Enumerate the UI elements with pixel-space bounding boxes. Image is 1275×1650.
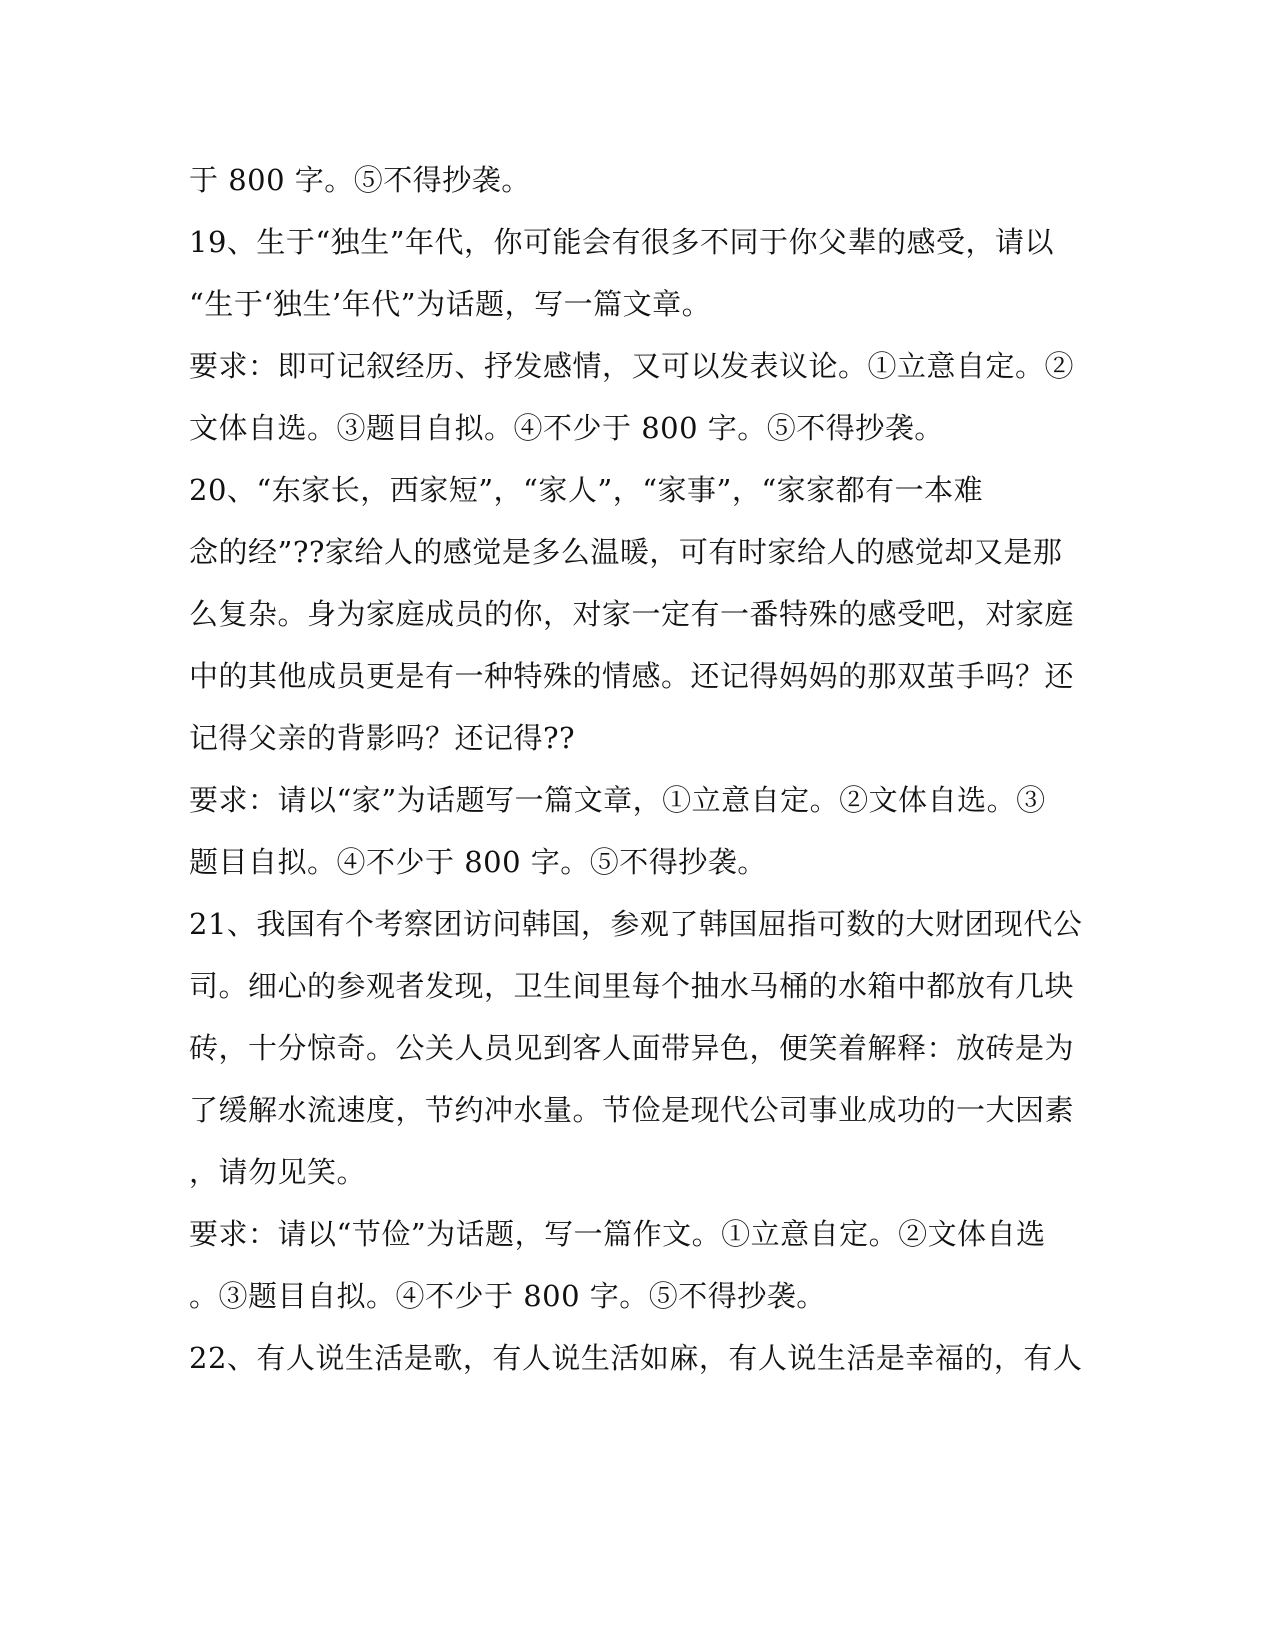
text-line: 要求：请以“家”为话题写一篇文章，①立意自定。②文体自选。③	[189, 783, 1046, 817]
text-line: 19、生于“独生”年代，你可能会有很多不同于你父辈的感受，请以	[189, 225, 1055, 259]
text-line: 么复杂。身为家庭成员的你，对家一定有一番特殊的感受吧，对家庭	[189, 597, 1075, 631]
text-line: 司。细心的参观者发现，卫生间里每个抽水马桶的水箱中都放有几块	[189, 969, 1075, 1003]
text-line: 中的其他成员更是有一种特殊的情感。还记得妈妈的那双茧手吗？还	[189, 659, 1075, 693]
text-line: 要求：即可记叙经历、抒发感情，又可以发表议论。①立意自定。②	[189, 349, 1075, 383]
text-line: “生于‘独生’年代”为话题，写一篇文章。	[189, 287, 712, 321]
text-line: 20、“东家长，西家短”，“家人”，“家事”，“家家都有一本难	[189, 473, 984, 507]
text-line: 文体自选。③题目自拟。④不少于 800 字。⑤不得抄袭。	[189, 411, 944, 445]
text-line: 了缓解水流速度，节约冲水量。节俭是现代公司事业成功的一大因素	[189, 1093, 1075, 1127]
text-line: 要求：请以“节俭”为话题，写一篇作文。①立意自定。②文体自选	[189, 1217, 1046, 1251]
text-line: ，请勿见笑。	[189, 1155, 367, 1189]
text-line: 题目自拟。④不少于 800 字。⑤不得抄袭。	[189, 845, 767, 879]
text-line: 。③题目自拟。④不少于 800 字。⑤不得抄袭。	[189, 1279, 826, 1313]
text-line: 22、有人说生活是歌，有人说生活如麻，有人说生活是幸福的，有人	[189, 1341, 1083, 1375]
text-line: 砖，十分惊奇。公关人员见到客人面带异色，便笑着解释：放砖是为	[189, 1031, 1075, 1065]
text-line: 于 800 字。⑤不得抄袭。	[189, 163, 531, 197]
text-line: 记得父亲的背影吗？还记得??	[189, 721, 576, 755]
text-line: 21、我国有个考察团访问韩国，参观了韩国屈指可数的大财团现代公	[189, 907, 1083, 941]
text-line: 念的经”??家给人的感觉是多么温暖，可有时家给人的感觉却又是那	[189, 535, 1063, 569]
